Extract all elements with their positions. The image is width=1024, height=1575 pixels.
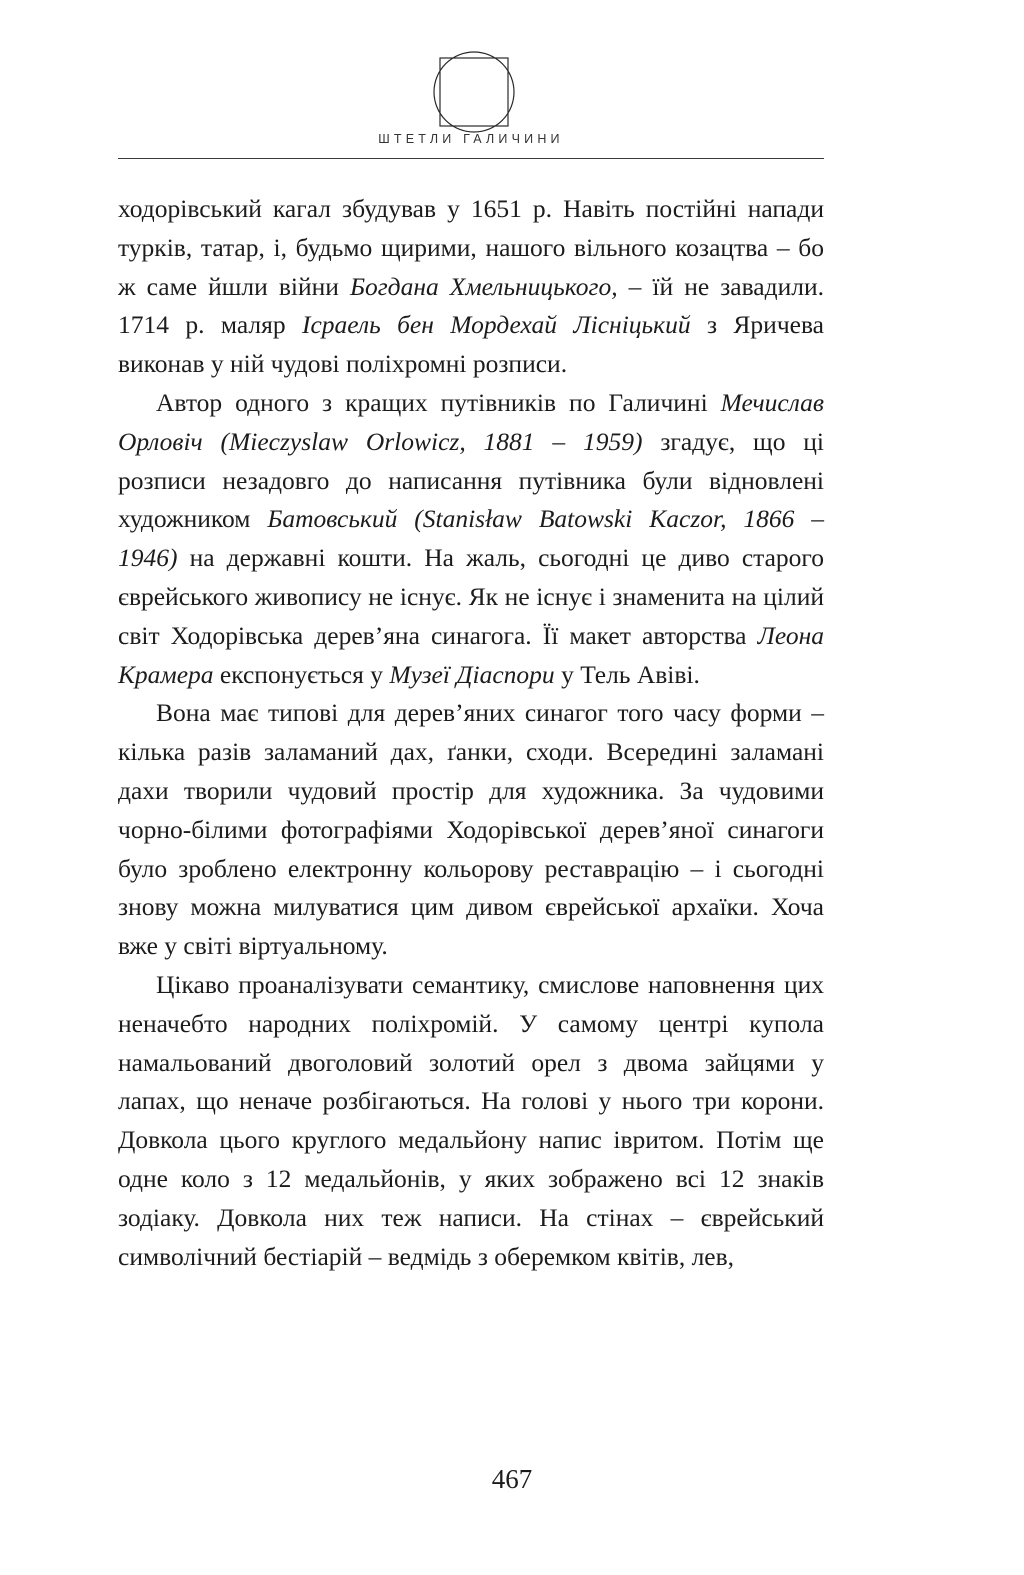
italic-name: Батовський (Stanisław Batowski Kaczor, 1866 – 1946) — [118, 504, 825, 573]
text-run: Автор одного з кращих путівників по Галичині — [156, 387, 721, 417]
italic-name: Мечислав Орловіч (Mieczyslaw Orlowicz, 1881 – 1959) — [118, 387, 824, 456]
italic-name: Ісраель бен Мордехай Лісніцький — [302, 310, 691, 340]
text-run: Цікаво проаналізувати семантику, смислове наповнення цих неначебто народних поліхромій. У самому центрі купола намальований двоголовий золотий орел з двома зайцями у лапах, що неначе розбігаються. На голові у нього три корони. Довкола цього круглого медальйону напис івритом. Потім ще одне коло з 12 медальйонів, у яких зображено всі 12 знаків зодіаку. Довкола них теж написи. На стінах – єврейський символічний бестіарій – ведмідь з оберемком квітів, лев, — [118, 969, 824, 1271]
text-run: у Тель Авіві. — [554, 659, 700, 689]
paragraph — [118, 694, 824, 966]
running-header: ШТЕТЛИ ГАЛИЧИНИ — [378, 132, 564, 146]
text-run: експонується у — [213, 659, 390, 689]
paragraph — [118, 384, 824, 694]
text-run: ходорівський кагал збудував у 1651 р. Навіть постійні напади турків, татар, і, будьмо щирими, нашого вільного козацтва – бо ж саме йшли війни — [118, 194, 824, 301]
text-run: згадує, що ці розписи незадовго до написання путівника були відновлені художником — [118, 426, 825, 534]
page-number: 467 — [491, 1464, 533, 1494]
header-rule — [118, 158, 824, 159]
italic-name: Богдана Хмельницького, — [349, 271, 618, 301]
text-run: на державні кошти. На жаль, сьогодні це диво старого єврейського живопису не існує. Як не існує і знаменита на цілий світ Ходорівська дерев’яна синагога. Її макет авторства — [118, 543, 824, 650]
text-run: Вона має типові для дерев’яних синагог того часу форми – кілька разів заламаний дах, ґанки, сходи. Всередині заламані дахи творили чудовий простір для художника. За чудовими чорно-білими фотографіями Ходорівської дерев’яної синагоги було зроблено електронну кольорову реставрацію – і сьогодні знову можна милуватися цим дивом єврейської архаїки. Хоча вже у світі віртуальному. — [118, 698, 824, 961]
text-run: – їй не завадили. 1714 р. маляр — [118, 271, 824, 340]
paragraph — [118, 190, 824, 384]
body-text — [118, 190, 824, 1276]
paragraph — [118, 966, 824, 1276]
italic-name: Леона Крамера — [118, 620, 824, 689]
text-run: з Яричева виконав у ній чудові поліхромні розписи. — [118, 310, 824, 379]
circle-square-emblem-icon — [430, 48, 518, 136]
italic-name: Музеї Діаспори — [389, 659, 555, 689]
